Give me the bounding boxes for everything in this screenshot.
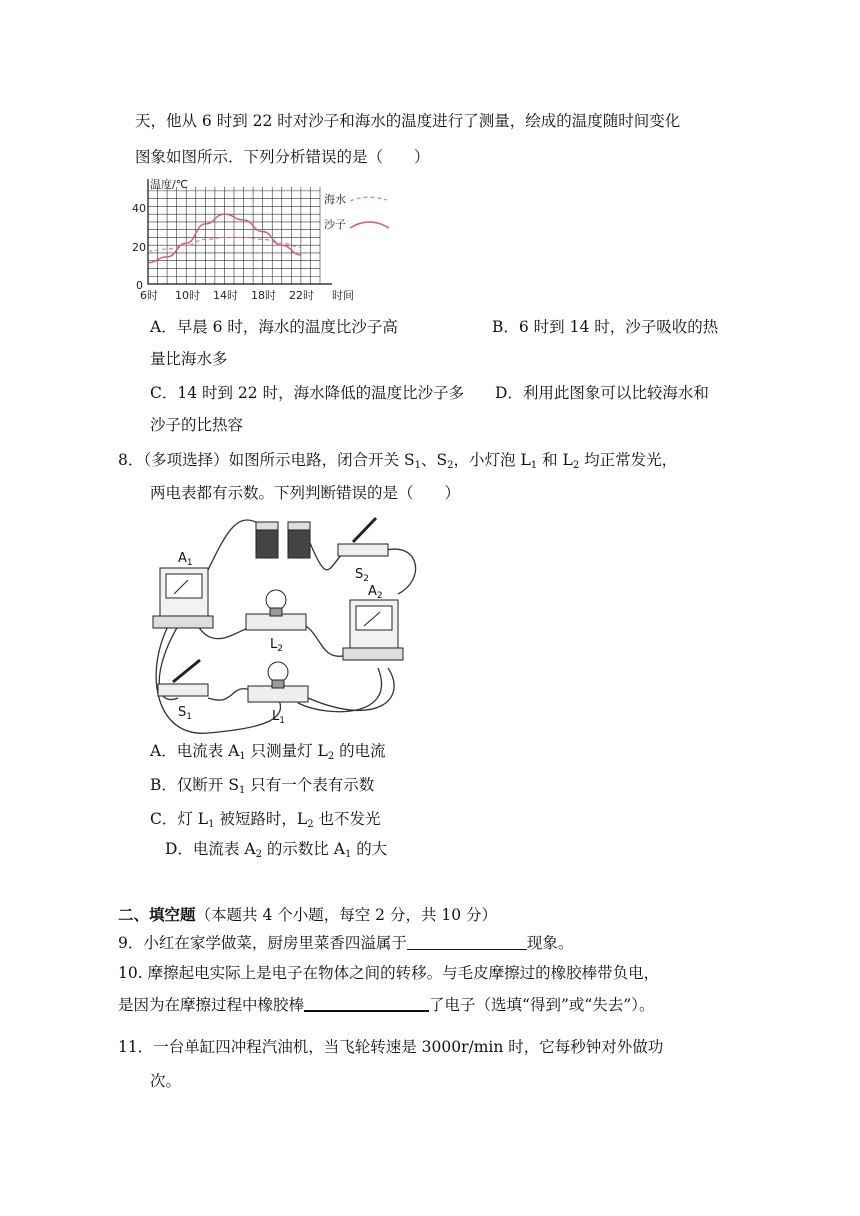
q7-option-a: A．早晨 6 时，海水的温度比沙子高 xyxy=(150,318,398,336)
legend-sand-label: 沙子 xyxy=(324,218,346,231)
legend-sand-swatch xyxy=(350,222,389,228)
q7-option-b-line2: 量比海水多 xyxy=(150,350,228,368)
label-a2: $A_2$ xyxy=(368,584,383,601)
q7-option-d-line2: 沙子的比热容 xyxy=(150,416,244,434)
q7-stem-line1: 天，他从 6 时到 22 时对沙子和海水的温度进行了测量，绘成的温度随时间变化 xyxy=(135,112,681,130)
q10-line1: 10. 摩擦起电实际上是电子在物体之间的转移。与毛皮摩擦过的橡胶棒带负电， xyxy=(118,964,660,982)
x-tick-22: 22时 xyxy=(289,289,314,302)
q9-answer-blank[interactable] xyxy=(407,933,527,950)
x-tick-18: 18时 xyxy=(251,289,276,302)
q8-stem-line2: 两电表都有示数。下列判断错误的是（ ） xyxy=(150,484,461,502)
section-2-title: 二、填空题（本题共 4 个小题，每空 2 分，共 10 分） xyxy=(118,905,498,924)
switch-s1-icon xyxy=(158,660,208,696)
switch-s2-icon xyxy=(338,518,388,556)
q8-stem-line1: 8．（多项选择）如图所示电路，闭合开关 $S_1$、$S_2$，小灯泡 $L_1$ 和 $L_2$ 均正常发光， xyxy=(118,451,678,471)
q8-option-a: A．电流表 $A_1$ 只测量灯 $L_2$ 的电流 xyxy=(150,742,386,762)
circuit-diagram xyxy=(148,508,438,736)
battery-icon xyxy=(256,522,310,558)
lamp-l2-icon xyxy=(246,590,306,630)
q7-stem-line2: 图象如图所示．下列分析错误的是（ ） xyxy=(135,148,430,166)
label-l1: $L_1$ xyxy=(272,709,285,726)
q7-option-c: C．14 时到 22 时，海水降低的温度比沙子多 xyxy=(150,384,465,402)
chart-grid xyxy=(148,187,320,284)
y-tick-20: 20 xyxy=(132,241,146,254)
x-tick-6: 6时 xyxy=(140,289,158,302)
label-a1: $A_1$ xyxy=(178,551,193,568)
q8-option-b: B．仅断开 $S_1$ 只有一个表有示数 xyxy=(150,776,375,796)
y-tick-0: 0 xyxy=(136,279,143,292)
q8-option-d: D．电流表 $A_2$ 的示数比 $A_1$ 的大 xyxy=(165,840,388,860)
q9: 9．小红在家学做菜，厨房里菜香四溢属于 现象。 xyxy=(118,934,574,952)
q8-option-c: C．灯 $L_1$ 被短路时，$L_2$ 也不发光 xyxy=(150,810,381,830)
q7-option-d-line1: D．利用此图象可以比较海水和 xyxy=(495,384,709,402)
ammeter-a2-icon xyxy=(343,600,403,660)
temperature-chart xyxy=(132,172,532,304)
q11-line2: 次。 xyxy=(150,1072,182,1090)
q11-line1: 11．一台单缸四冲程汽油机，当飞轮转速是 3000r/min 时，它每秒钟对外做功 xyxy=(118,1038,664,1056)
q7-option-b-line1: B．6 时到 14 时，沙子吸收的热 xyxy=(492,318,719,336)
q10-line2: 是因为在摩擦过程中橡胶棒 了电子（选填“得到”或“失去”）。 xyxy=(118,996,655,1014)
label-l2: $L_2$ xyxy=(270,637,283,654)
y-axis-label: 温度/℃ xyxy=(150,178,189,191)
y-tick-40: 40 xyxy=(132,202,146,215)
q10-answer-blank[interactable] xyxy=(304,994,429,1012)
label-s1: $S_1$ xyxy=(178,705,192,722)
ammeter-a1-icon xyxy=(153,568,213,628)
x-tick-10: 10时 xyxy=(175,289,200,302)
x-axis-label: 时间 xyxy=(332,289,354,302)
x-tick-14: 14时 xyxy=(213,289,238,302)
legend-sea-label: 海水 xyxy=(324,193,346,206)
legend-sea-swatch xyxy=(350,197,387,201)
label-s2: $S_2$ xyxy=(355,567,369,584)
lamp-l1-icon xyxy=(248,662,308,702)
